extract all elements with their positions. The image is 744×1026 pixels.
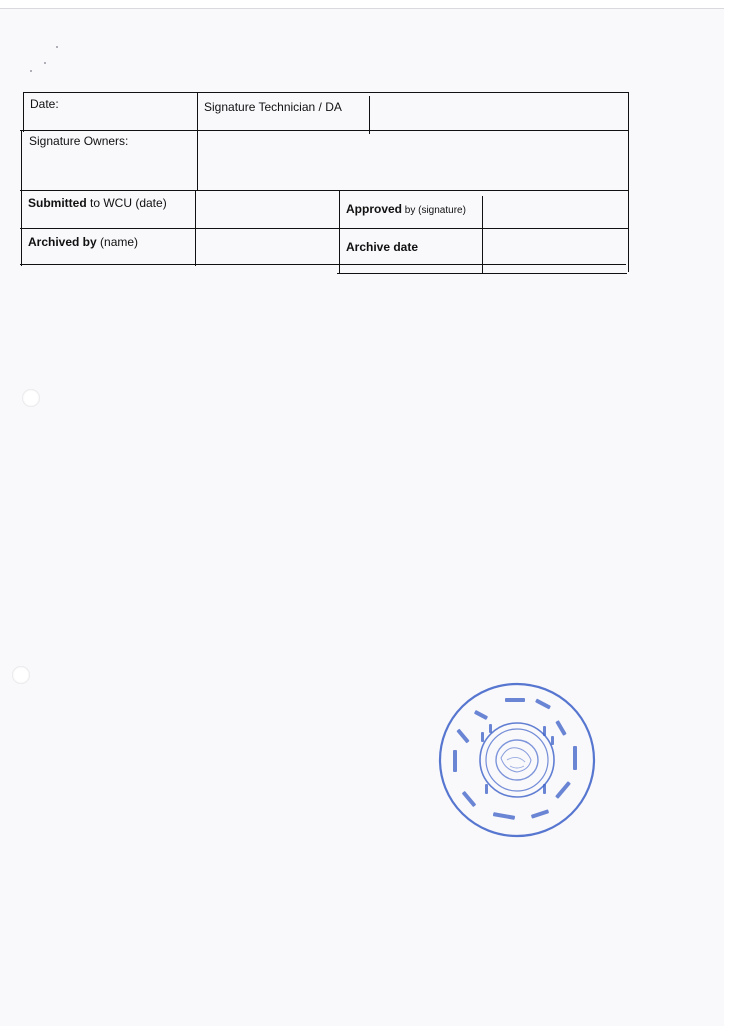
archive-date-label: Archive date xyxy=(346,240,419,254)
paper-speck xyxy=(56,46,58,48)
punch-hole xyxy=(12,666,30,684)
submitted-date-field[interactable] xyxy=(196,192,338,228)
signature-owners-field[interactable] xyxy=(198,134,628,190)
approved-signature-field[interactable] xyxy=(483,197,627,231)
paper-speck xyxy=(44,62,46,64)
signature-technician-field[interactable] xyxy=(370,98,628,132)
official-stamp xyxy=(435,680,597,840)
punch-hole xyxy=(22,389,40,407)
submitted-label: Submitted to WCU (date) xyxy=(28,196,167,210)
signature-owners-label: Signature Owners: xyxy=(29,134,129,148)
archived-by-label: Archived by (name) xyxy=(28,235,139,249)
scan-margin xyxy=(724,0,744,1025)
archive-date-field[interactable] xyxy=(483,235,627,272)
signature-technician-label: Signature Technician / DA xyxy=(204,100,342,114)
date-label: Date: xyxy=(30,97,59,111)
paper-speck xyxy=(30,70,32,72)
archived-by-field[interactable] xyxy=(196,230,338,264)
approved-label: Approved by (signature) xyxy=(346,202,466,216)
